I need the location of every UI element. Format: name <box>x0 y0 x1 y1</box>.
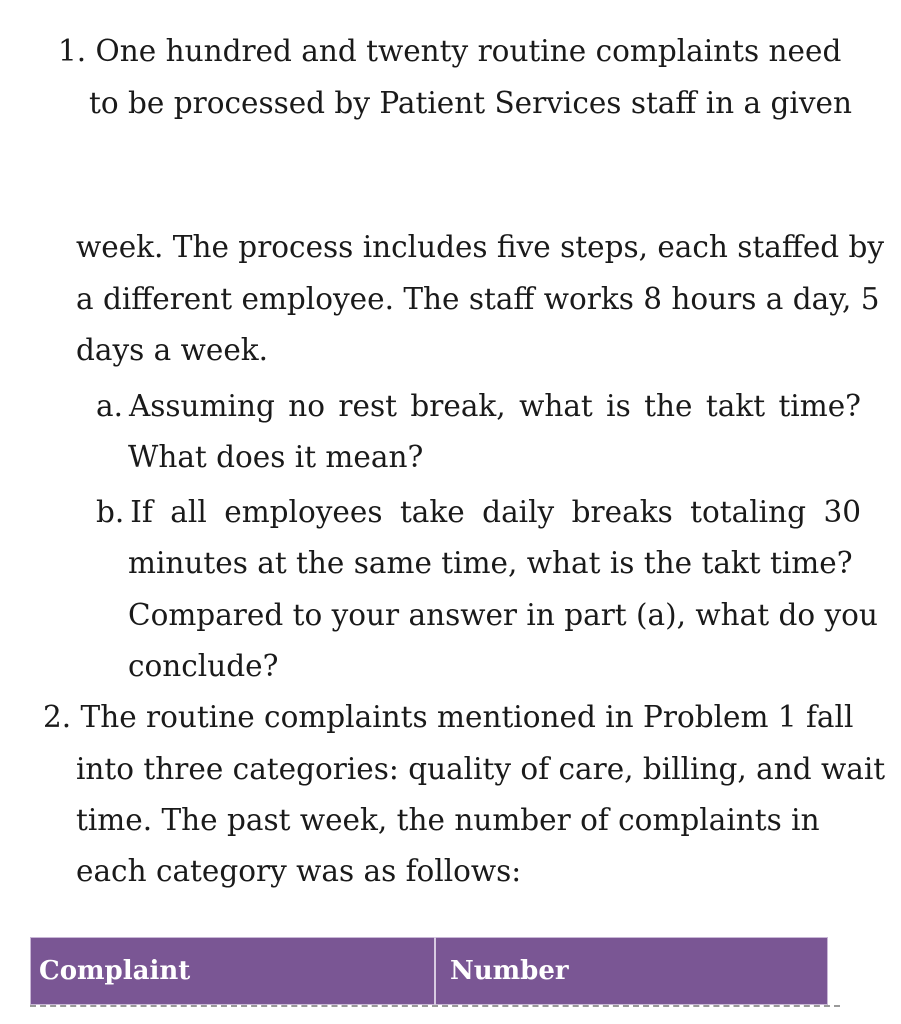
part-a-line-1 <box>96 388 861 424</box>
complaints-table <box>30 937 828 1003</box>
problem2-line-2: into three categories: quality of care, billing, and wait <box>76 752 886 786</box>
part-b-line-2: minutes at the same time, what is the takt time? <box>128 546 853 580</box>
problem2-line-1 <box>43 699 853 735</box>
column-header-complaint: Complaint <box>31 938 436 1005</box>
problem1-line-2: to be processed by Patient Services staff in a given <box>89 86 852 120</box>
table-divider <box>30 1005 840 1007</box>
part-a-text-1: Assuming no rest break, what is the takt time? <box>128 389 861 423</box>
problem1-line-3: week. The process includes five steps, each staffed by <box>76 230 885 264</box>
problem2-line-4: each category was as follows: <box>76 854 522 888</box>
problem2-line-3: time. The past week, the number of complaints in <box>76 803 820 837</box>
part-a-label: a. <box>96 389 123 423</box>
problem1-number: 1. <box>58 34 87 68</box>
part-b-label: b. <box>96 495 125 529</box>
part-a-line-2: What does it mean? <box>128 440 424 474</box>
part-b-line-3: Compared to your answer in part (a), what do you <box>128 598 878 632</box>
column-header-number: Number <box>435 938 828 1005</box>
part-b-line-4: conclude? <box>128 649 279 683</box>
table-header-row <box>31 938 828 1005</box>
part-b-line-1 <box>96 494 861 530</box>
problem1-line-1 <box>58 33 841 69</box>
problem1-text-1: One hundred and twenty routine complaints need <box>95 34 842 68</box>
problem2-text-1: The routine complaints mentioned in Problem 1 fall <box>80 700 854 734</box>
problem2-number: 2. <box>43 700 72 734</box>
complaints-table-grid <box>30 937 828 1005</box>
problem1-line-4: a different employee. The staff works 8 hours a day, 5 <box>76 282 880 316</box>
part-b-text-1: If all employees take daily breaks totaling 30 <box>130 495 861 529</box>
problem1-line-5: days a week. <box>76 333 269 367</box>
